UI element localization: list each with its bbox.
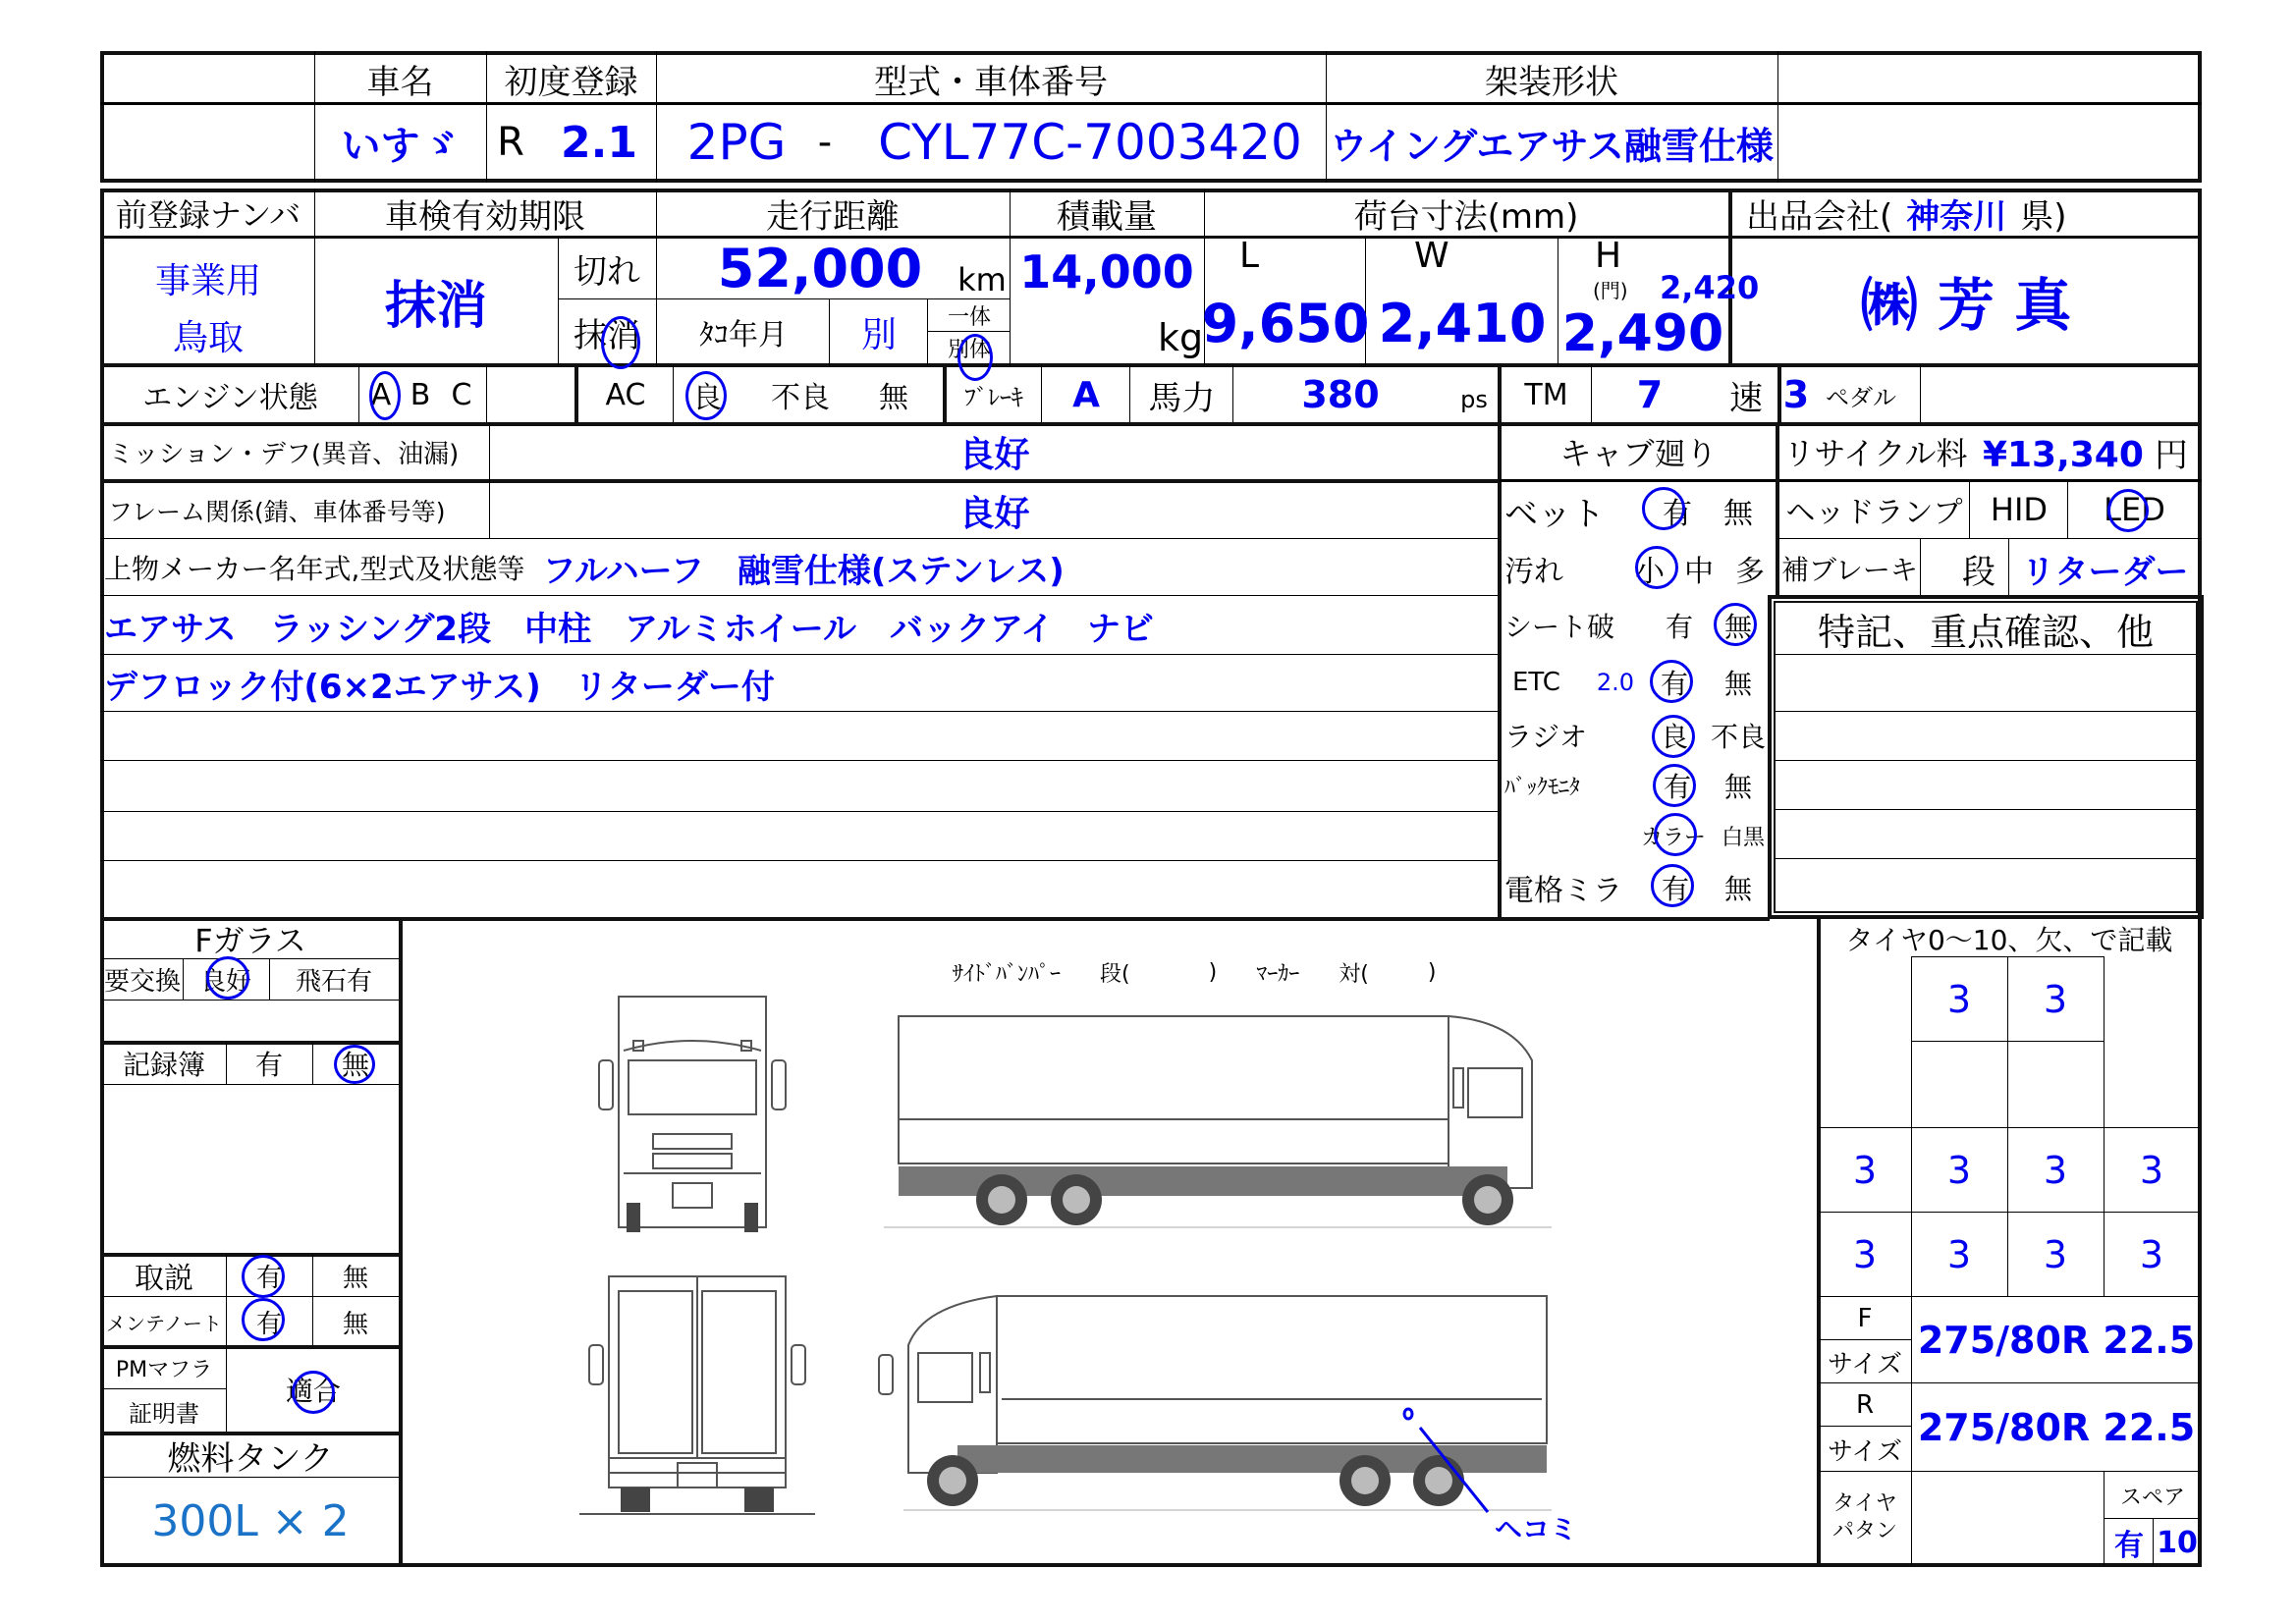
cab-item-dirt-opt-mid: 中 <box>1684 555 1714 589</box>
headlamp-label: ヘッドランプ <box>1785 496 1963 530</box>
prev-plate-label: 前登録ナンバ <box>115 196 301 234</box>
seller-company: ㈱ 芳 真 <box>1860 272 2072 339</box>
pedal-label: ペダル <box>1826 383 1896 411</box>
cab-item-monitor-opt-color: カラー <box>1641 825 1707 850</box>
cab-item-backmonitor-opt-yes: 有 <box>1663 771 1691 803</box>
tacho-label: ﾀｺ年月 <box>699 318 788 352</box>
marker-close: ) <box>1427 959 1437 985</box>
engine-grade-a: A <box>370 377 392 412</box>
cab-item-dirt-opt-small: 小 <box>1635 555 1665 589</box>
ac-opt-none: 無 <box>879 381 908 415</box>
damage-note: ヘコミ <box>1495 1513 1578 1545</box>
dim-h-value: 2,490 <box>1561 304 1724 363</box>
brake-value: A <box>1072 374 1100 415</box>
fglass-title: Fガラス <box>194 922 306 959</box>
cab-item-dirt-label: 汚れ <box>1504 555 1563 589</box>
record-opt-yes: 有 <box>254 1049 283 1081</box>
cab-title: キャブ廻り <box>1559 435 1718 472</box>
tire-r-label: R <box>1855 1390 1875 1420</box>
frame-label: フレーム関係(錆、車体番号等) <box>108 498 446 526</box>
cab-item-mirror-opt-yes: 有 <box>1661 873 1689 905</box>
manual-label: 取説 <box>135 1262 193 1296</box>
dim-gate-label: (門) <box>1593 279 1628 302</box>
truck-side-view-right-icon <box>884 992 1571 1237</box>
maint-opt-yes: 有 <box>255 1309 282 1339</box>
model-prefix: 2PG <box>686 114 787 171</box>
tire-rear1-2: 3 <box>1946 1149 1972 1192</box>
tire-rear2-1: 3 <box>1852 1233 1878 1276</box>
cab-item-seat-label: シート破 <box>1504 611 1615 643</box>
dim-h-label: H <box>1595 236 1622 276</box>
tire-rear2-2: 3 <box>1946 1233 1972 1276</box>
fuel-label: 燃料タンク <box>167 1438 334 1479</box>
cab-item-radio-label: ラジオ <box>1504 721 1588 753</box>
body-condition-row <box>104 540 1494 595</box>
capacity-label: 積載量 <box>1057 196 1157 237</box>
tire-f-label: F <box>1857 1304 1873 1333</box>
truck-rear-view-icon <box>579 1267 815 1522</box>
tire-rear2-4: 3 <box>2139 1233 2164 1276</box>
inspection-value: 抹消 <box>384 276 487 336</box>
record-opt-no: 無 <box>341 1049 369 1081</box>
tire-r-size: 275/80R 22.5 <box>1917 1406 2196 1449</box>
seller-prefecture: 神奈川 <box>1906 196 2007 237</box>
tm-value: 7 <box>1636 373 1664 416</box>
car-name-label: 車名 <box>366 62 434 102</box>
seller-prefecture-suffix: 県) <box>2020 196 2067 237</box>
aux-brake-label: 補ブレーキ <box>1781 554 1918 586</box>
tire-front-left: 3 <box>1946 978 1972 1021</box>
tire-pattern-label <box>1819 1490 1911 1545</box>
tacho-opt-integrated: 一体 <box>947 305 991 330</box>
cab-item-etc-opt-yes: 有 <box>1660 668 1688 700</box>
cab-item-bed-label: ベット <box>1504 494 1605 534</box>
hp-unit: ps <box>1460 386 1488 413</box>
body-type-label: 架装形状 <box>1485 62 1618 102</box>
cargo-dims-label: 荷台寸法(mm) <box>1353 196 1579 237</box>
dim-w-value: 2,410 <box>1378 292 1547 354</box>
engine-label: エンジン状態 <box>142 381 318 415</box>
body-condition-line-3: デフロック付(6×2エアサス) リターダー付 <box>104 667 775 707</box>
first-reg-value: 2.1 <box>561 117 637 168</box>
cab-item-bed-opt-no: 無 <box>1723 497 1753 531</box>
tire-f-size: 275/80R 22.5 <box>1917 1319 2196 1362</box>
hp-label: 馬力 <box>1148 378 1216 418</box>
model-dash: - <box>817 120 833 165</box>
damage-marker-icon <box>1394 1404 1512 1522</box>
headlamp-opt-hid: HID <box>1990 491 2049 528</box>
pm-label-2: 証明書 <box>129 1399 199 1428</box>
seller-label-text: 出品会社( <box>1746 196 1893 237</box>
spare-value: 有 <box>2114 1529 2144 1563</box>
inspection-label: 車検有効期限 <box>385 196 585 237</box>
pm-label-1: PMマフラ <box>115 1357 213 1382</box>
cab-item-mirror-opt-no: 無 <box>1723 873 1752 905</box>
first-reg-era: R <box>497 120 524 165</box>
tire-rear1-4: 3 <box>2139 1149 2164 1192</box>
tire-front-right: 3 <box>2043 978 2068 1021</box>
tire-title: タイヤ0～10、欠、で記載 <box>1845 924 2173 956</box>
cab-item-etc-opt-no: 無 <box>1723 668 1752 700</box>
pedal-value: 3 <box>1782 373 1810 416</box>
tire-rear2-3: 3 <box>2043 1233 2068 1276</box>
first-reg-label: 初度登録 <box>504 62 638 102</box>
mileage-label: 走行距離 <box>766 196 900 237</box>
ac-opt-bad: 不良 <box>771 381 830 415</box>
notes-lines <box>1776 654 2196 911</box>
dim-w-label: W <box>1414 236 1449 276</box>
cab-item-backmonitor-opt-no: 無 <box>1723 771 1752 803</box>
bumper-unit: 段( <box>1100 961 1130 987</box>
capacity-value: 14,000 <box>1019 245 1194 298</box>
bumper-close: ) <box>1208 959 1218 985</box>
fuel-value: 300L × 2 <box>151 1495 350 1546</box>
recycle-label: リサイクル料 <box>1783 435 1968 472</box>
dim-l-label: L <box>1239 236 1260 276</box>
tire-r-size-label: サイズ <box>1828 1436 1902 1467</box>
inspection-opt-cancelled: 抹消 <box>574 315 640 355</box>
manual-opt-no: 無 <box>342 1263 368 1293</box>
fglass-opt-chip: 飛石有 <box>295 966 372 997</box>
tacho-value: 別 <box>860 314 897 355</box>
mission-value: 良好 <box>958 434 1030 475</box>
chassis-number: CYL77C-7003420 <box>878 114 1302 171</box>
tire-rear1-3: 3 <box>2043 1149 2068 1192</box>
ac-opt-good: 良 <box>692 381 722 415</box>
body-condition-line-1: フルハーフ 融雪仕様(ステンレス) <box>542 551 1065 591</box>
fglass-opt-good: 良好 <box>199 966 251 997</box>
prev-plate-use: 事業用 <box>154 260 261 301</box>
frame-value: 良好 <box>958 493 1030 534</box>
dim-gate-value: 2,420 <box>1660 269 1760 306</box>
capacity-unit: kg <box>1157 316 1204 359</box>
body-condition-line-2: エアサス ラッシング2段 中柱 アルミホイール バックアイ ナビ <box>104 609 1154 649</box>
spare-label: スペア <box>2119 1485 2185 1510</box>
inspection-opt-expired: 切れ <box>574 251 640 292</box>
tacho-opt-separate: 別体 <box>947 338 991 362</box>
cab-item-radio-opt-good: 良 <box>1660 721 1688 753</box>
tm-label: TM <box>1524 377 1568 412</box>
cab-item-seat-opt-no: 無 <box>1723 611 1752 643</box>
spare-tread: 10 <box>2157 1525 2198 1560</box>
ac-label: AC <box>605 377 646 412</box>
mileage-value: 52,000 <box>717 237 923 299</box>
dim-l-value: 9,650 <box>1201 292 1370 354</box>
tire-pattern-label-2: パタン <box>1831 1519 1897 1543</box>
recycle-row <box>1779 424 2200 479</box>
cab-item-bed-opt-yes: 有 <box>1663 497 1692 531</box>
prev-plate-region: 鳥取 <box>172 317 244 358</box>
manual-opt-yes: 有 <box>255 1263 282 1293</box>
car-name-value: いすゞ <box>341 123 460 169</box>
tire-f-size-label: サイズ <box>1828 1349 1902 1380</box>
truck-front-view-icon <box>589 992 825 1237</box>
mileage-unit: km <box>957 261 1007 298</box>
cab-item-dirt-opt-many: 多 <box>1735 555 1765 589</box>
recycle-unit: 円 <box>2155 435 2188 475</box>
tire-rear1-1: 3 <box>1852 1149 1878 1192</box>
cab-item-radio-opt-bad: 不良 <box>1710 721 1766 753</box>
body-condition-label: 上物メーカー名年式,型式及状態等 <box>104 553 525 585</box>
cab-item-etc-label: ETC <box>1512 668 1560 697</box>
recycle-value: ¥13,340 <box>1982 434 2144 475</box>
marker-unit: 対( <box>1339 961 1369 987</box>
record-label: 記録簿 <box>122 1049 205 1081</box>
pm-value: 適合 <box>285 1375 341 1407</box>
hp-value: 380 <box>1301 373 1380 416</box>
cab-item-etc-version: 2.0 <box>1596 669 1635 696</box>
cab-item-monitor-opt-bw: 白黒 <box>1721 825 1765 850</box>
engine-grade-c: C <box>451 377 472 412</box>
model-chassis-label: 型式・車体番号 <box>874 62 1108 102</box>
seller-label <box>1732 190 2200 236</box>
notes-title: 特記、重点確認、他 <box>1817 610 2154 654</box>
bumper-marker-line <box>953 952 1542 992</box>
maint-opt-no: 無 <box>342 1309 368 1339</box>
body-type-value: ウイングエアサス融雪仕様 <box>1330 124 1774 168</box>
headlamp-opt-led: LED <box>2104 491 2165 528</box>
engine-grade-b: B <box>410 377 431 412</box>
cab-item-seat-opt-yes: 有 <box>1665 611 1693 643</box>
aux-brake-value: リターダー <box>2021 552 2189 592</box>
aux-brake-unit: 段 <box>1962 552 1995 592</box>
mission-label: ミッション・デフ(異音、油漏) <box>108 439 460 469</box>
fglass-opt-replace: 要交換 <box>103 966 181 997</box>
maint-label: メンテノート <box>106 1311 222 1335</box>
bumper-label: ｻｲﾄﾞﾊﾞﾝﾊﾟｰ <box>953 961 1062 987</box>
tm-unit: 速 <box>1729 378 1763 418</box>
tire-pattern-label-1: タイヤ <box>1832 1491 1897 1516</box>
cab-item-mirror-label: 電格ミラ <box>1504 874 1622 908</box>
cab-item-backmonitor-label: ﾊﾞｯｸﾓﾆﾀ <box>1504 775 1581 800</box>
brake-label: ﾌﾞﾚｰｷ <box>964 383 1023 411</box>
marker-label: ﾏｰｶｰ <box>1256 961 1300 987</box>
